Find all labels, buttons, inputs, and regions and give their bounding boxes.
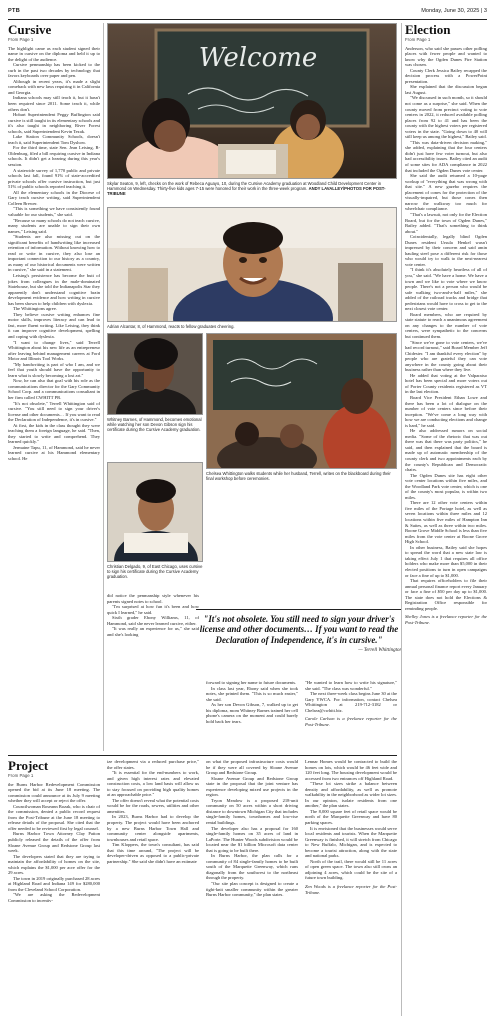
main-caption-text: Skylar Seaton, 9, left, checks on the work of Rebeca Aguayo, 10, during the Cursive Academy graduation at Woodland Child Development Center in Hammond on Wednesday. Thirty-five kids ages 7-15 were honored for their work in the three-week program. — [107, 181, 382, 192]
article-paragraph: Lennar Homes would be contracted to build the homes on lots, which would be 46 feet wide and 120 feet long. The housing development would be accessed from two entrances off Highland Road. — [305, 759, 397, 781]
cursive-signature: Carole Carlson is a freelance reporter for the Post-Tribune. — [305, 716, 397, 727]
cursive-headline: Cursive — [8, 23, 52, 37]
election-column — [405, 23, 487, 1016]
article-paragraph: Although in recent years, it's made a slight comeback with new laws requiring it in California and Georgia. — [8, 78, 100, 95]
article-paragraph: Board members, who are required by state statute to reach a unanimous agreement on any changes to the number of vote centers, were sympathetic to the concerns but continued them. — [405, 311, 487, 339]
photo-chelsea — [206, 333, 397, 469]
article-paragraph: Anderson, who said she passes other polling places with fewer people and wanted to know why the Ogden Dunes Fire Station was chosen. — [405, 45, 487, 68]
project-column-1 — [8, 759, 100, 1016]
article-paragraph: She explained that the discussion began last August. — [405, 84, 487, 95]
article-paragraph: Indiana schools may still teach it, but it hasn't been required since 2011. Some teach it, while others don't. — [8, 95, 100, 112]
article-paragraph: Tim Kloppers, the town's consultant, has said that this time around, "The project will be developer-driven as opposed to a public-private partnership." She said she didn't have an estimate — [107, 842, 199, 864]
election-from-page: From Page 1 — [405, 37, 431, 42]
article-paragraph: A statewide survey of 1,770 public and private schools last fall, found 91% of state-accredited private schools offer cursive instruction, but just 51% of public schools reported teaching it. — [8, 167, 100, 190]
adrian-photo-illustration — [108, 208, 397, 322]
article-paragraph: Jermaine Tapu, 11, of Hammond, said he never learned cursive at his Hammond elementary school. He — [8, 444, 100, 462]
article-paragraph: ize development via a reduced purchase price," the offer states. — [107, 759, 199, 770]
article-paragraph: The developers stated that they are trying to maintain the affordability of homes on the site, which explains the $1,000 per acre offer for the 29 acres. — [8, 853, 100, 876]
adrian-photo-caption: Adrian Alcantar, 8, of Hammond, reacts to fellow graduates cheering. — [107, 324, 235, 329]
cursive-column-2-body — [107, 593, 199, 637]
article-paragraph: did notice the penmanship style whenever his parents signed notes to school. — [107, 593, 199, 604]
article-paragraph: "It is essential for the end-numbers to work, and given high interest rates and elevated construction costs, a low land basis will allow us to stay focused on providing high quality homes at an approachable price." — [107, 770, 199, 798]
photo-christian — [107, 462, 203, 562]
article-paragraph: That requires officeholders to file their annual personal finance report every January or face a fine of $50 per day up to $1,000. The state does not hold the Elections & Registration Office responsible for reminding people. — [405, 578, 487, 611]
main-photo-credit: ANDY LAVALLEY/PHOTOS FOR POST-TRIBUNE — [107, 186, 386, 197]
article-paragraph: Councilwoman Roseann Bozak, who is chair of the commission, denied a public record request from the Post-Tribune at the June 18 meeting to release details of the proposal. She cited that the offer needed to be reviewed first by legal counsel. — [8, 803, 100, 831]
article-paragraph: "Since we've gone to vote centers, we've had record turnout," said Board Member Jeff Chidester. "I am thankful every election" by people who are grateful they can vote anywhere in the county going about their business rather than where they live. — [405, 339, 487, 373]
article-paragraph: Tryon Meadow is a proposed 218-unit community on 50 acres within a short driving distance to downtown Michigan City that includes single-family homes, townhomes and low-rise rental buildings. — [206, 797, 298, 826]
election-headline: Election — [405, 23, 451, 37]
article-paragraph: "I'm surprised at how fun it's been and how quick I learned," he said. — [107, 604, 199, 615]
article-paragraph: Burns Harbor Town Attorney Clay Patton publicly released the details of the offer from Sloane Avenue Group and Redstone Group last week. — [8, 831, 100, 854]
project-column-3-body — [206, 759, 298, 898]
article-paragraph: The offer doesn't reveal what the potential costs would be for the roads, sewers, utilities and other amenities. — [107, 797, 199, 814]
article-paragraph: All the elementary schools in the Diocese of Gary teach cursive writing, said Superintendent Colleen Brewer. — [8, 189, 100, 206]
article-paragraph: County Clerk Jessica Bailey recapped the decision process with a PowerPoint presentation. — [405, 67, 487, 84]
project-column-2 — [107, 759, 199, 1016]
article-paragraph: It is envisioned that the businesses would serve local residents and tourists. When the Marquette Greenway is finished, it will stretch from Chicago to New Buffalo, Michigan, and is expected to become a tourist attraction, along with the state and national parks. — [305, 825, 397, 859]
cursive-column-3 — [206, 680, 298, 751]
christian-photo-illustration — [108, 463, 203, 562]
article-paragraph: "Our site plan concept is designed to create a tight-knit smaller community within the greater Burns Harbor community," the plan states. — [206, 881, 298, 898]
blackboard-welcome-text: Welcome — [198, 43, 318, 73]
article-paragraph: "It was really an experience for us," she said and she's looking — [107, 626, 199, 637]
cursive-column-4-body — [305, 680, 397, 713]
pull-quote-attribution: — Terrell Whittington — [358, 647, 402, 653]
article-paragraph: Now, he can also that goal with his role as the communications director for the Gary Community School Corp. and a communications consultant in her firm called CWHITT PR. — [8, 378, 100, 400]
classroom-photo-illustration — [108, 24, 397, 179]
article-paragraph: forward to signing her name to future documents. — [206, 680, 297, 685]
article-paragraph: Leising's persistence has become the butt of jokes from colleagues in the male-dominated Statehouse, but she told the Indianapolis Star they apparently don't understand cognitive brain development evidence and how writing in cursive has been shown to help children with dyslexia. — [8, 272, 100, 306]
article-paragraph: Lake Station Community Schools, doesn't teach it, said Superintendent Tom Dyshow. — [8, 134, 100, 145]
article-paragraph: The developer also has a proposal for 160 single-family homes on 35 acres of land in LaPorte. The Hunter Woods subdivision would be located near the $1 billion Microsoft data center that is going to be built there. — [206, 825, 298, 853]
photo-adrian — [107, 207, 397, 322]
column-divider — [103, 23, 104, 751]
article-paragraph: "We discussed in such month, so it should not come as a surprise," she said. When the county moved from precinct voting to vote centers in 2022, it reduced available polling places from 92 to 41 and has been the county with the highest voters per registered voters in the state. "Going down to 40 will still keep us among the highest," Bailey said. — [405, 95, 487, 140]
cursive-from-page: From Page 1 — [8, 37, 34, 42]
article-paragraph: "That's a lawsuit, not only for the Election Board, but for the town of Ogden Dunes," Bailey added. "That's something to think about." — [405, 211, 487, 234]
article-paragraph: Hobart Superintendent Peggy Buffington said cursive is still taught in its elementary schools and it's also taught in neighboring River Forest schools, said Superintendent Kevin Tezak. — [8, 112, 100, 134]
article-paragraph: "This was data-driven decision making," she added, explaining that the four centers didn't just have few voter turnout, but also had accessibility issues. Bailey cited an audit of some sites for ADA compliance in 2022 that included the Ogden Dunes vote center. — [405, 139, 487, 173]
column-divider — [401, 23, 402, 1016]
article-paragraph: As her son Devon Gibson, 7, walked up to get his diploma, mom Whitney Barnes trained her cell phone's camera on the moment and could barely hold back her tears. — [206, 702, 298, 724]
article-paragraph: "I think it's absolutely heartless of all of you," she said. "We have a home. We have a town and we like to vote where we know people. There's not a person who would be safe walking two-and-a-half miles," she added of the railroad tracks and bridge that pedestrians would have to cross to get to the next closest vote center. — [405, 267, 487, 312]
cursive-column-4 — [305, 680, 397, 751]
pull-quote-rule-top — [196, 609, 402, 610]
main-photo-classroom — [107, 23, 397, 179]
article-paragraph: Sixth grader Ebony Williams, 11, of Hammond, said she never learned cursive, either. — [107, 615, 199, 626]
cursive-column-1 — [8, 23, 100, 751]
header-rule — [8, 19, 487, 20]
article-paragraph: In other business, Bailey said she hopes to spread the word that a new state law is taking effect July 1 that requires all office holders who make more than $5,000 in their elected positions to turn in open campaigns or face a fine of up to $1,000. — [405, 544, 487, 578]
cursive-column-3-body — [206, 680, 298, 724]
article-paragraph: Shelley Jones is a freelance reporter for the Post-Tribune. — [405, 614, 487, 625]
article-paragraph: Sloane Avenue Group and Redstone Group state in the proposal that the joint venture has experience developing mixed use projects in the region. — [206, 775, 298, 798]
project-column-1-body — [8, 782, 100, 904]
article-paragraph: Cursive penmanship has been kicked to the curb in the past two decades by technology that favors keyboards over paper and pen. — [8, 62, 100, 79]
article-paragraph: The Ogden Dunes site has eight other vote center locations within five miles, and the Woodland Park vote center, which is one of the county's most popular, is within two miles. — [405, 472, 487, 500]
article-paragraph: on what the proposed infrastructure costs would be if they were all covered by Sloane Avenue Group and Redstone Group. — [206, 759, 298, 776]
christian-photo-caption: Christian Delgado, 9, of East Chicago, uses cursive to sign his certificate during the Cursive Academy graduation. — [107, 564, 203, 580]
article-paragraph: The next three-week class begins June 30 at the Gary YWCA. For information, contact Chelsea Whittington at 219-712-3182 or Chelsea@cwhitt.biz. — [305, 691, 397, 713]
project-headline: Project — [8, 759, 49, 773]
article-paragraph: The highlight came as each student signed their name in cursive on the diploma and held it up to the delight of the audience. — [8, 45, 100, 62]
article-paragraph: In 2023, Burns Harbor had to develop the property. The project would have been anchored by a new Burns Harbor Town Hall and community center alongside apartments, townhouses and retail space. — [107, 814, 199, 842]
page-dateline: Monday, June 30, 2025 | 3 — [421, 8, 487, 14]
article-paragraph: Zen Woods is a freelance reporter for the Post-Tribune. — [305, 884, 397, 895]
article-paragraph: Board Vice President Ethan Lowe and there has been a lot of dialogue on the number of vote centers since before their inception. "We've come a long way with how we are conducting elections and change is hard," he said. — [405, 395, 487, 428]
article-paragraph: Coincidentally, legally blind Ogden Dunes resident Ursula Henkel wasn't impressed by their concern and said amin hauling steel pose a different risk for those who would try to walk to the next-nearest vote center. — [405, 234, 487, 267]
page-header — [8, 4, 487, 18]
article-paragraph: For the third time, state Sen. Jean Leising, R-Oldenburg, filed a bill requiring cursive in Indiana schools. It didn't get a hearing during this year's session. — [8, 145, 100, 168]
article-paragraph: the Burns Harbor Redevelopment Commission opened the bid at its June 18 meeting. The commission could announce at its July 9 meeting whether they will accept or reject the offer. — [8, 781, 100, 804]
article-paragraph: He added that voting at the Valparaiso hotel has been special and more voters out of Porter County residents registered as VT in the last election. — [405, 372, 487, 395]
election-body — [405, 46, 487, 626]
project-column-4-body — [305, 759, 397, 895]
article-paragraph: "He wanted to learn how to write his signature," she said. "The class was wonderful." — [305, 680, 397, 691]
article-paragraph: The 8,000 square feet of retail space would be north of the Marquette Greenway and have 80 parking spaces. — [305, 808, 397, 826]
article-paragraph: She said the audit returned a 10-page workup of "everything that was wrong with that site." A new gazebo requires the placement of cones for the protection of the visually-impaired, but those cones then narrow the walkway too much for wheelchair compliance. — [405, 173, 487, 212]
article-paragraph: "It's not obsolete," Terrell Whittington said of cursive. "You still need to sign your driver's license and other documents… If you want to read the Declaration of Independence, it's in cursive." — [8, 400, 100, 423]
cursive-column-1-body — [8, 46, 100, 462]
project-column-2-body — [107, 759, 199, 864]
article-paragraph: The Whittingtons agree. — [13, 306, 57, 312]
whitney-photo-caption: Whitney Barnes, of Hammond, becomes emotional while watching her son Devon Gibson sign his certificate during the Cursive Academy graduation. — [107, 417, 202, 433]
article-paragraph: There are 12 other vote centers within five miles of the Portage hotel, as well as seven locations within three miles and 12 locations within five miles of Hampton Inn & Suites, as well as three within two miles. Boone Grove Middle School is less than five miles from the vote center at Boone Grove High School. — [405, 500, 487, 545]
article-paragraph: "I want to change lives," said Terrell Whittington about his new life as an entrepreneur after leaving behind management careers at Ford Motor and Illinois Tool Works. — [8, 339, 100, 362]
article-paragraph: In Burns Harbor, the plan calls for a community of 84 single-family homes to be built south of the Marquette Greenway, which runs diagonally from the southwest to the northeast through the property. — [206, 853, 298, 881]
chelsea-photo-caption: Chelsea Whittington walks students while her husband, Terrell, writes on the blackboard during their final workshop before ceremonies. — [206, 471, 391, 482]
article-paragraph: "Students are also missing out on the significant benefits of handwriting like increased retention of information. Without knowing how to read or write in cursive, they also lose an important connection to our history as a country, as many of our historical documents were written in cursive," she said in a statement. — [8, 234, 100, 273]
section-divider-rule — [8, 755, 397, 756]
project-column-4 — [305, 759, 397, 1016]
project-from-page: From Page 1 — [8, 773, 34, 778]
article-paragraph: "My handwriting is part of who I am, and we feel that youth should have the opportunity to learn what is slowly becoming a lost art." — [8, 361, 100, 378]
article-paragraph: "We are asking the Redevelopment Commission to incentiv- — [8, 892, 100, 904]
cursive-column-2 — [107, 593, 199, 751]
whitney-photo-illustration — [108, 334, 203, 415]
article-paragraph: He also addressed rumors on social media. "Some of the rhetoric that was out there was that there was party politics," he said, and then explained that the board is made up of automatic membership of the county clerk and two appointments each by the county's Republican and Democratic chairs. — [405, 428, 487, 473]
article-paragraph: In class last year, Ebony said when she took notes, she printed them. "This is so much easier," she said. — [206, 685, 298, 702]
article-paragraph: The town in 2019 originally purchased 28 acres at Highland Road and Indiana 149 for $280,000 from the Cleveland School Corporation. — [8, 875, 100, 892]
main-photo-caption — [107, 181, 397, 196]
publication-name: PTB — [8, 8, 21, 14]
chelsea-photo-illustration — [207, 334, 397, 469]
article-paragraph: They believe cursive writing enhances fine motor skills, improves literacy and can lead to fast, more fluent writing. Like Leising, they think it can improve cognitive development, spelling and coping with dyslexia. — [8, 311, 100, 339]
article-paragraph: "This is something we have consistently found valuable for our students," she said. — [8, 206, 100, 217]
article-paragraph: At first, the kids in the class thought they were teaching them a foreign language, he said. "Then, they started to write and comprehend. They learned quickly." — [8, 422, 100, 445]
photo-whitney — [107, 333, 203, 415]
article-paragraph: "Because so many schools do not teach cursive, many students are unable to sign their own names," Leising said. — [8, 217, 100, 234]
pull-quote-text: "It's not obsolete. You still need to sign your driver's license and other documents… If you want to read the Declaration of Independence, it's in cursive." — [199, 614, 399, 645]
project-column-3 — [206, 759, 298, 1016]
pull-quote — [196, 614, 402, 653]
article-paragraph: North of the trail, there would still be 11 acres of open green space. The town also still owns an adjoining 4 acres, which could be the site of a future town building. — [305, 858, 397, 881]
article-paragraph: "These lot sizes strike a balance between density and affordability, as well as promote walkability in the neighborhood as wider lot sizes. In our opinion, isolate residents from one another," the plan states. — [305, 781, 397, 809]
